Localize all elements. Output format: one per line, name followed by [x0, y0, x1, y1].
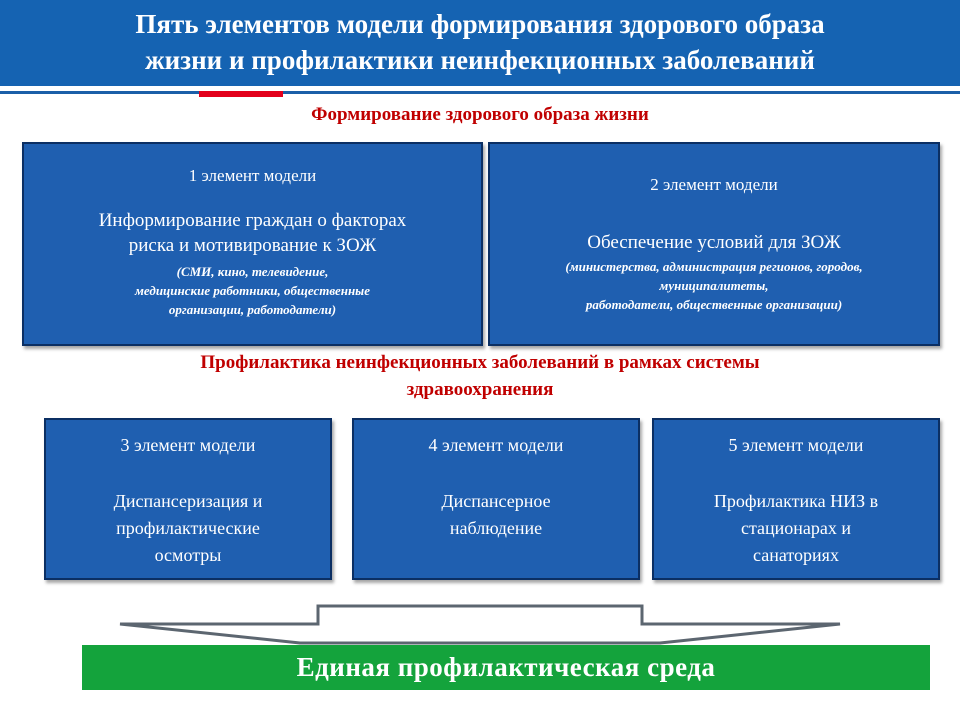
element-2-note: (министерства, администрация регионов, городов, муниципалитеты, работодатели, общественные организации): [565, 259, 863, 312]
element-5-text: Профилактика НИЗ в стационарах и санаториях: [713, 491, 879, 565]
result-bar: Единая профилактическая среда: [82, 645, 930, 690]
convergence-arrow-shape: [120, 606, 840, 643]
element-1-label: 1 элемент модели: [188, 166, 317, 185]
section-title-ncd-prevention: Профилактика неинфекционных заболеваний в рамках системы здравоохранения: [200, 352, 760, 400]
section-title-healthy-lifestyle: Формирование здорового образа жизни: [311, 104, 649, 125]
element-2-label: 2 элемент модели: [650, 175, 778, 194]
element-4-label: 4 элемент модели: [428, 435, 564, 455]
element-1-text: Информирование граждан о факторах риска и мотивирование к ЗОЖ: [98, 210, 407, 256]
element-2-text: Обеспечение условий для ЗОЖ: [587, 232, 841, 253]
element-4-text: Диспансерное наблюдение: [441, 491, 551, 538]
slide-title: Пять элементов модели формирования здорового образа жизни и профилактики неинфекционных заболеваний: [135, 9, 825, 75]
element-3-label: 3 элемент модели: [120, 435, 256, 455]
element-5-label: 5 элемент модели: [728, 435, 864, 455]
element-1-note: (СМИ, кино, телевидение, медицинские работники, общественные организации, работодатели): [135, 264, 370, 317]
element-3-text: Диспансеризация и профилактические осмотры: [113, 491, 263, 565]
